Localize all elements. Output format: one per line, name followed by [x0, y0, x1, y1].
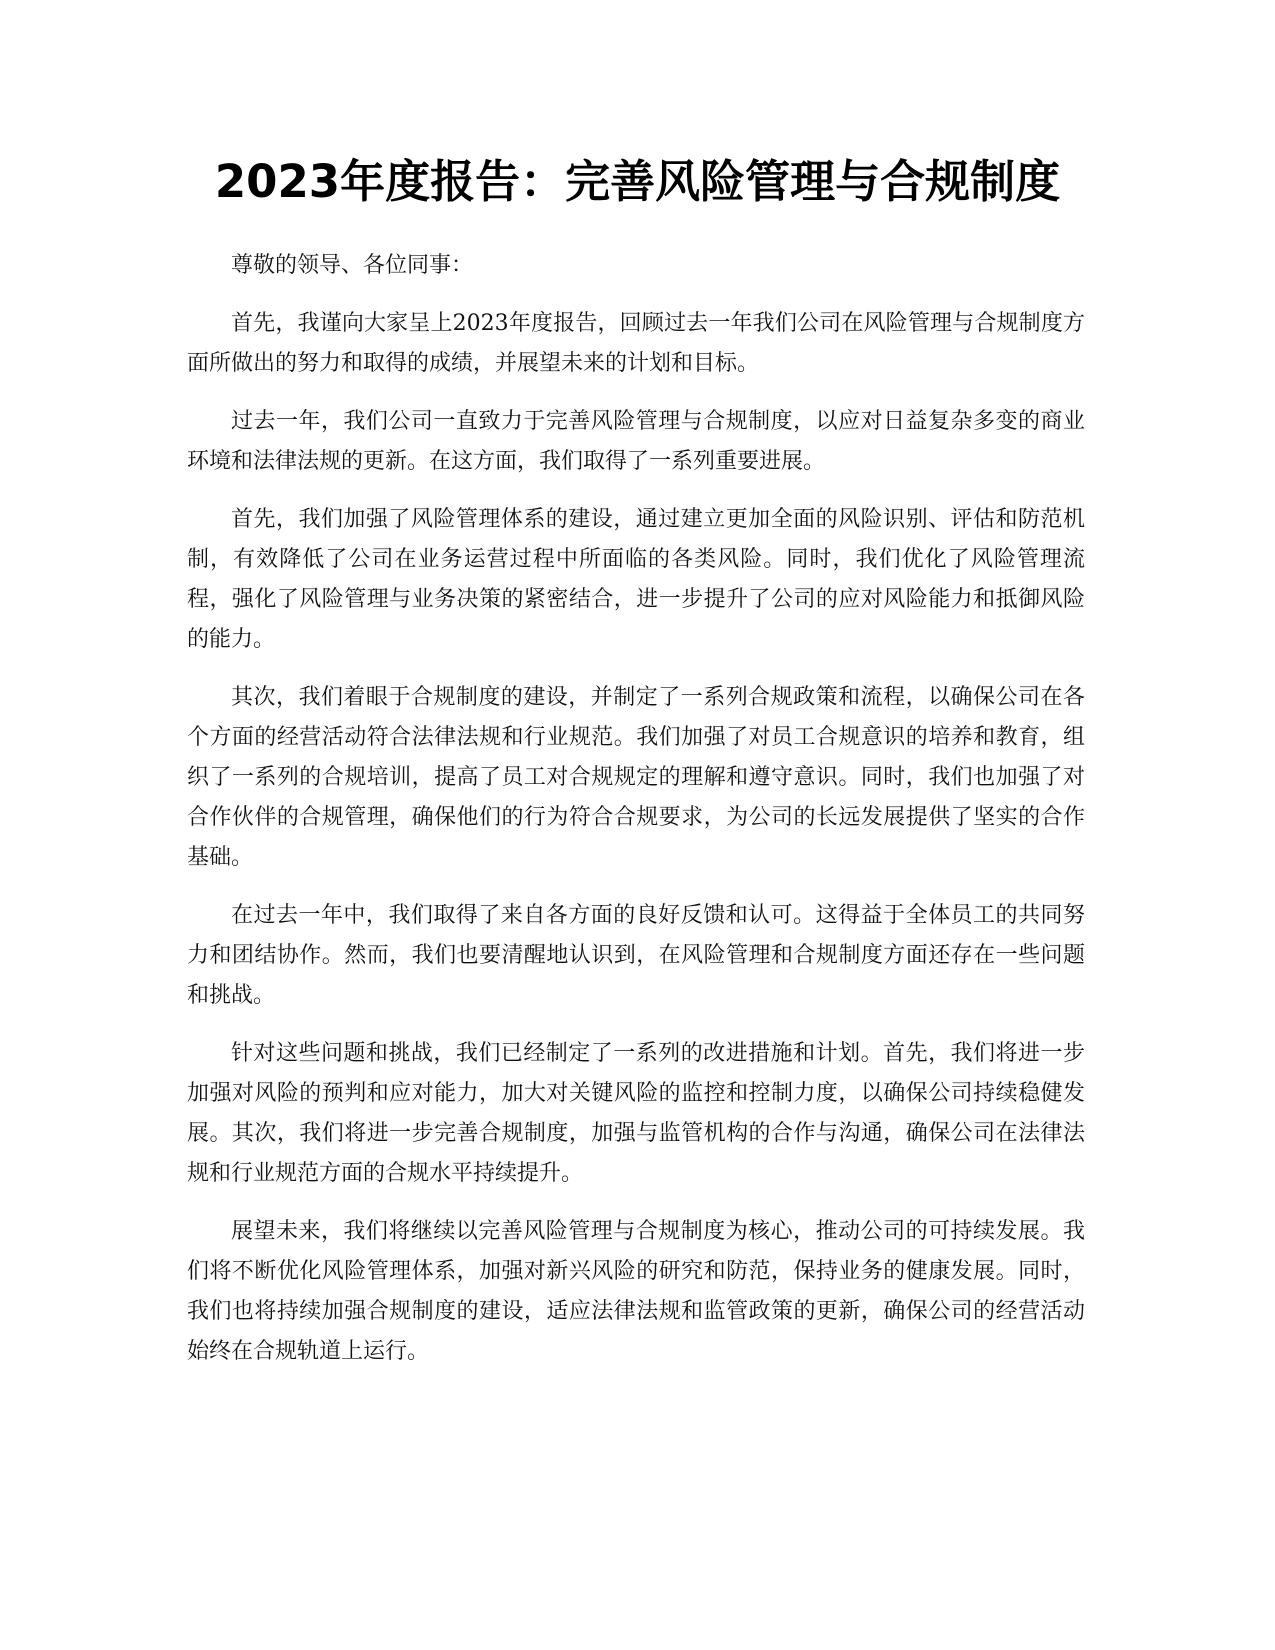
feedback-paragraph: 在过去一年中，我们取得了来自各方面的良好反馈和认可。这得益于全体员工的共同努力和团结协作。然而，我们也要清醒地认识到，在风险管理和合规制度方面还存在一些问题和挑战。 [187, 903, 1085, 1008]
salutation-paragraph: 尊敬的领导、各位同事： [231, 253, 474, 278]
document-body [187, 246, 1085, 1390]
compliance-paragraph: 其次，我们着眼于合规制度的建设，并制定了一系列合规政策和流程，以确保公司在各个方面的经营活动符合法律法规和行业规范。我们加强了对员工合规意识的培养和教育，组织了一系列的合规培训，提高了员工对合规规定的理解和遵守意识。同时，我们也加强了对合作伙伴的合规管理，确保他们的行为符合合规要求，为公司的长远发展提供了坚实的合作基础。 [187, 685, 1085, 870]
intro-paragraph: 首先，我谨向大家呈上2023年度报告，回顾过去一年我们公司在风险管理与合规制度方面所做出的努力和取得的成绩，并展望未来的计划和目标。 [187, 311, 1085, 376]
document-title: 2023年度报告：完善风险管理与合规制度 [214, 155, 1061, 208]
outlook-paragraph: 展望未来，我们将继续以完善风险管理与合规制度为核心，推动公司的可持续发展。我们将不断优化风险管理体系，加强对新兴风险的研究和防范，保持业务的健康发展。同时，我们也将持续加强合规制度的建设，适应法律法规和监管政策的更新，确保公司的经营活动始终在合规轨道上运行。 [187, 1219, 1085, 1364]
risk-management-paragraph: 首先，我们加强了风险管理体系的建设，通过建立更加全面的风险识别、评估和防范机制，有效降低了公司在业务运营过程中所面临的各类风险。同时，我们优化了风险管理流程，强化了风险管理与业务决策的紧密结合，进一步提升了公司的应对风险能力和抵御风险的能力。 [187, 507, 1085, 652]
improvement-plan-paragraph: 针对这些问题和挑战，我们已经制定了一系列的改进措施和计划。首先，我们将进一步加强对风险的预判和应对能力，加大对关键风险的监控和控制力度，以确保公司持续稳健发展。其次，我们将进一步完善合规制度，加强与监管机构的合作与沟通，确保公司在法律法规和行业规范方面的合规水平持续提升。 [187, 1041, 1085, 1186]
overview-paragraph: 过去一年，我们公司一直致力于完善风险管理与合规制度，以应对日益复杂多变的商业环境和法律法规的更新。在这方面，我们取得了一系列重要进展。 [187, 409, 1085, 474]
